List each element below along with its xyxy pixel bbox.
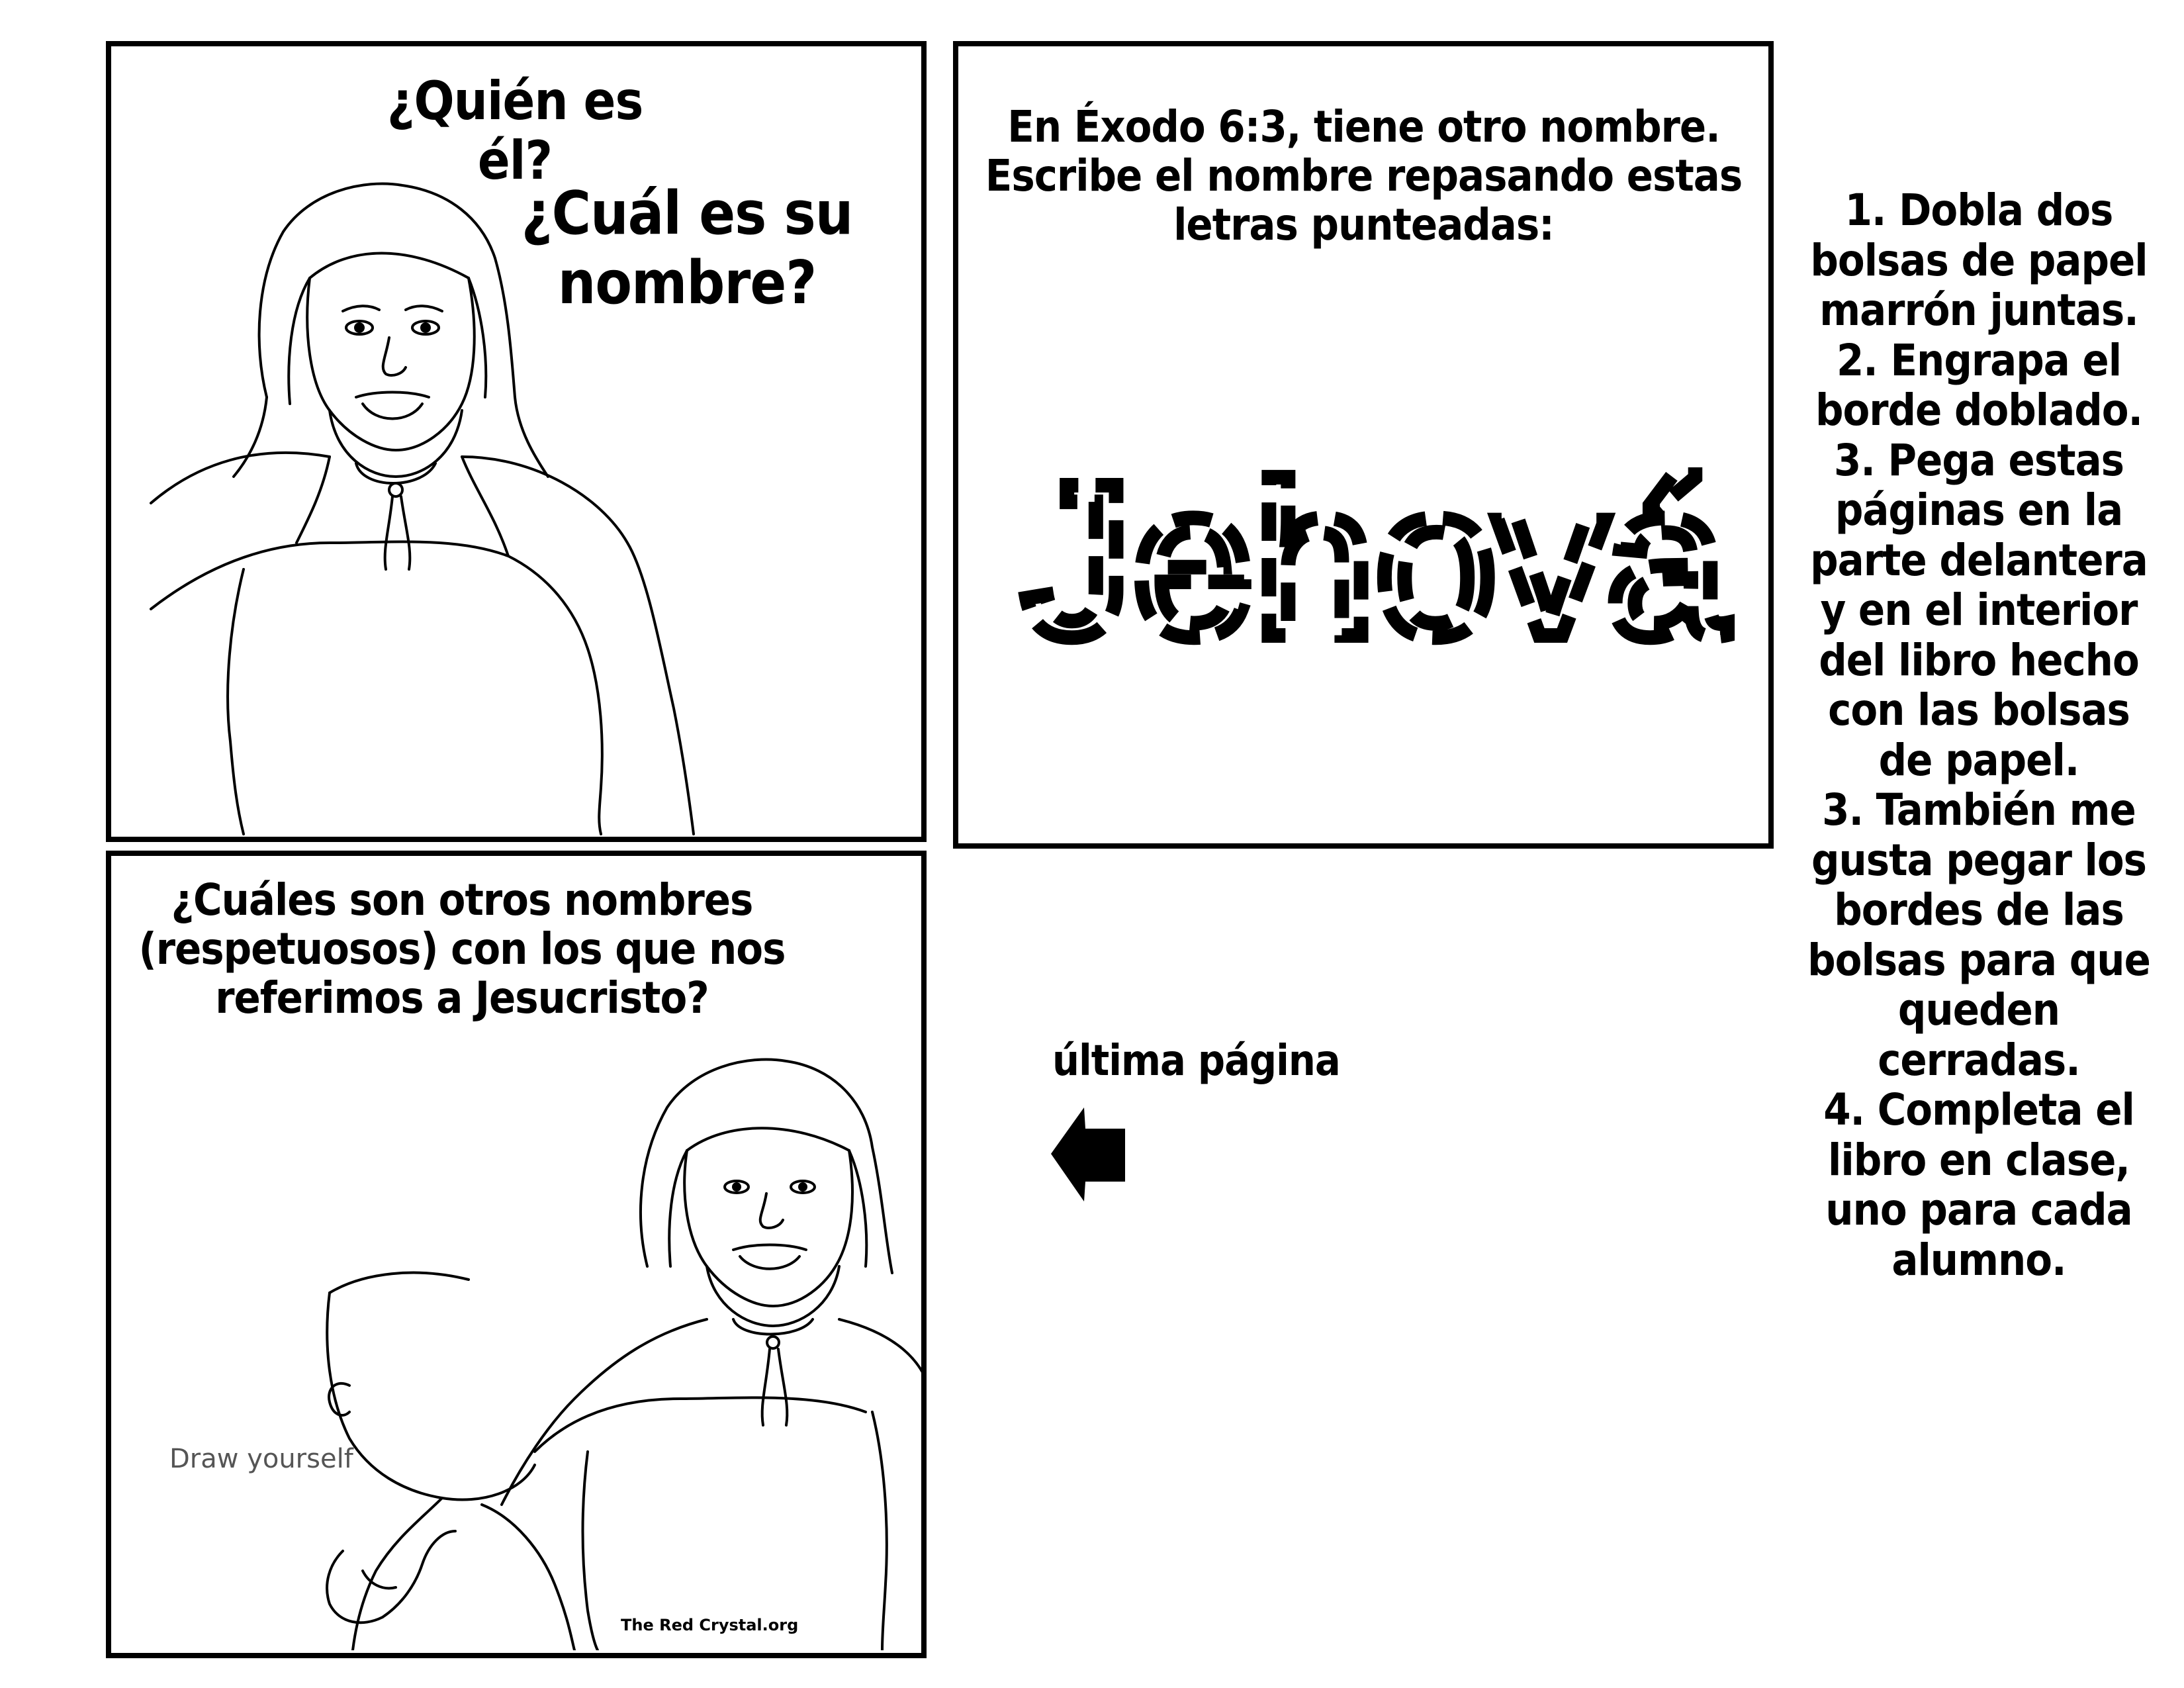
trace-instructions: En Éxodo 6:3, tiene otro nombre. Escribe el nombre repasando estas letras punteadas: <box>985 101 1743 250</box>
last-page-label: última página <box>1052 1037 1340 1086</box>
panel-who-is-he <box>106 41 927 842</box>
step-1: 1. Dobla dos bolsas de papel marrón juntas. <box>1810 185 2148 336</box>
panel-name-trace <box>953 41 1774 849</box>
question-who-is-he: ¿Quién es él? <box>387 70 643 191</box>
dotted-trace-word <box>958 417 1772 682</box>
left-arrow-icon <box>1051 1102 1130 1211</box>
step-3: 3. Pega estas páginas en la parte delantera y en el interior del libro hecho con las bolsas de papel. <box>1810 434 2148 786</box>
instruction-steps <box>1807 185 2151 1285</box>
panel-other-names <box>106 851 927 1658</box>
jesus-illustration <box>111 146 921 841</box>
step-3b: 3. También me gusta pegar los bordes de las bolsas para que queden cerradas. <box>1807 784 2150 1086</box>
question-other-names: ¿Cuáles son otros nombres (respetuosos) con los que nos referimos a Jesucristo? <box>138 874 786 1023</box>
step-4: 4. Completa el libro en clase, uno para cada alumno. <box>1823 1084 2134 1286</box>
step-2: 2. Engrapa el borde doblado. <box>1815 334 2143 436</box>
draw-yourself-label: Draw yourself <box>169 1444 353 1474</box>
trace-word-text: Jehová <box>1023 438 1728 682</box>
question-what-is-his-name: ¿Cuál es su nombre? <box>521 179 853 318</box>
jesus-with-child-illustration <box>111 988 921 1650</box>
site-credit: The Red Crystal.org <box>621 1616 799 1634</box>
